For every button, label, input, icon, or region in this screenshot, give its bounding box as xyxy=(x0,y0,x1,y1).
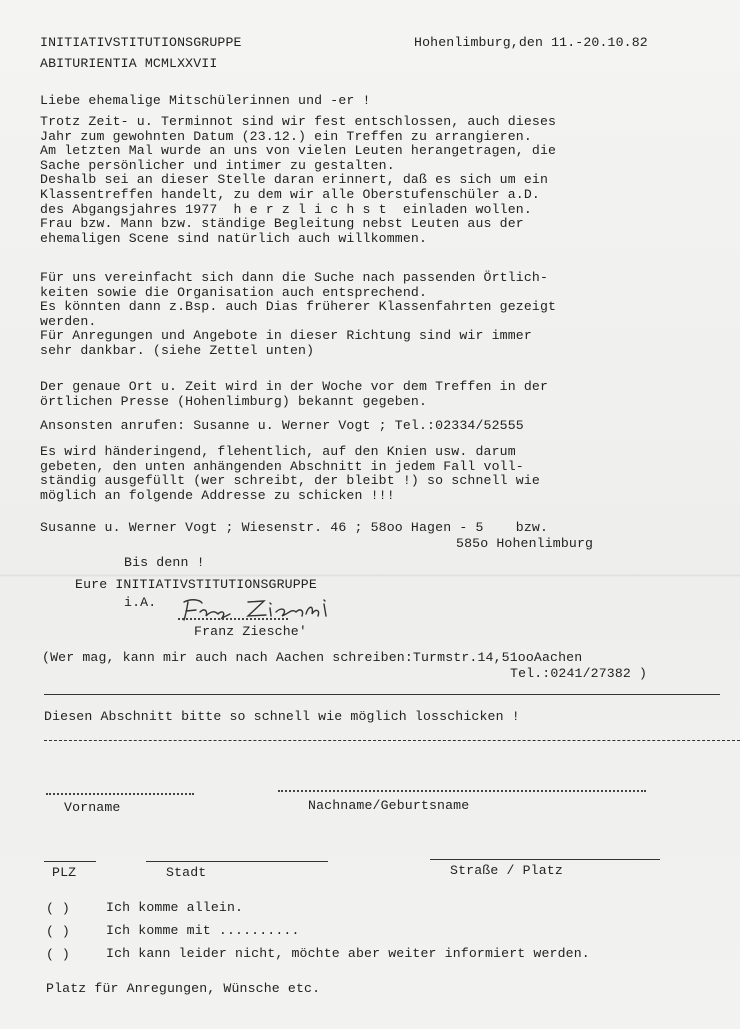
first-name-label: Vorname xyxy=(64,800,121,815)
last-name-field[interactable] xyxy=(278,790,646,792)
place-date: Hohenlimburg,den 11.-20.10.82 xyxy=(414,35,648,50)
option-with-guest-checkbox[interactable]: ( ) xyxy=(46,924,70,939)
phone-line: Ansonsten anrufen: Susanne u. Werner Vogt ; Tel.:02334/52555 xyxy=(40,418,524,433)
greeting: Liebe ehemalige Mitschülerinnen und -er ! xyxy=(40,93,371,108)
closing-bye: Bis denn ! xyxy=(124,555,205,570)
city-label: Stadt xyxy=(166,865,207,880)
street-field[interactable] xyxy=(430,859,660,860)
street-label: Straße / Platz xyxy=(450,863,563,878)
paragraph-organisation: Für uns vereinfacht sich dann die Suche nach passenden Örtlich- keiten sowie die Organisation auch entsprechend. Es könnten dann z.Bsp. auch Dias früherer Klassenfahrten gezeigt werden. Für Anregungen und Angebote in dieser Richtung sind wir immer sehr dankbar. (siehe Zettel unten) xyxy=(40,270,557,358)
option-decline-checkbox[interactable]: ( ) xyxy=(46,947,70,962)
closing-ia: i.A. xyxy=(124,595,157,610)
aachen-note: (Wer mag, kann mir auch nach Aachen schreiben:Turmstr.14,51ooAachen xyxy=(42,650,583,665)
paragraph-request: Es wird händeringend, flehentlich, auf den Knien usw. darum gebeten, den unten anhängenden Abschnitt in jedem Fall voll- ständig ausgefüllt (wer schreibt, der bleibt !) so schnell wie möglich an folgende Addresse zu schicken !!! xyxy=(40,444,540,503)
group-name: INITIATIVSTITUTIONSGRUPPE xyxy=(40,35,242,50)
last-name-label: Nachname/Geburtsname xyxy=(308,798,470,813)
cut-line xyxy=(44,740,740,741)
address-line: Susanne u. Werner Vogt ; Wiesenstr. 46 ; 58oo Hagen - 5 bzw. xyxy=(40,520,549,535)
closing-group: Eure INITIATIVSTITUTIONSGRUPPE xyxy=(75,577,317,592)
option-alone-label: Ich komme allein. xyxy=(106,900,244,915)
suggestions-label: Platz für Anregungen, Wünsche etc. xyxy=(46,981,321,996)
zip-label: PLZ xyxy=(52,865,77,880)
option-decline-label: Ich kann leider nicht, möchte aber weiter informiert werden. xyxy=(106,946,590,961)
group-subtitle: ABITURIENTIA MCMLXXVII xyxy=(40,56,218,71)
address-line-2: 585o Hohenlimburg xyxy=(456,536,594,551)
option-alone-checkbox[interactable]: ( ) xyxy=(46,901,70,916)
paragraph-location: Der genaue Ort u. Zeit wird in der Woche vor dem Treffen in der örtlichen Presse (Hohenlimburg) bekannt gegeben. xyxy=(40,379,549,409)
city-field[interactable] xyxy=(146,861,328,862)
option-with-guest-label: Ich komme mit .......... xyxy=(106,923,300,938)
paragraph-intro: Trotz Zeit- u. Terminnot sind wir fest entschlossen, auch dieses Jahr zum gewohnten Datum (23.12.) ein Treffen zu arrangieren. Am letzten Mal wurde an uns von vielen Leuten herangetragen, die Sache persönlicher und intimer zu gestalten. Deshalb sei an dieser Stelle daran erinnert, daß es sich um ein Klassentreffen handelt, zu dem wir alle Oberstufenschüler a.D. des Abgangsjahres 1977 h e r z l i c h s t einladen wollen. Frau bzw. Mann bzw. ständige Begleitung nebst Leuten aus der ehemaligen Scene sind natürlich auch willkommen. xyxy=(40,114,557,246)
first-name-field[interactable] xyxy=(46,793,194,795)
signer-name: Franz Ziesche' xyxy=(194,624,307,639)
signature-dots xyxy=(178,618,288,620)
zip-field[interactable] xyxy=(44,861,96,862)
cutoff-instruction: Diesen Abschnitt bitte so schnell wie möglich losschicken ! xyxy=(44,709,520,724)
handwritten-signature xyxy=(178,594,353,628)
aachen-phone: Tel.:0241/27382 ) xyxy=(510,666,648,681)
separator-line xyxy=(44,694,720,695)
